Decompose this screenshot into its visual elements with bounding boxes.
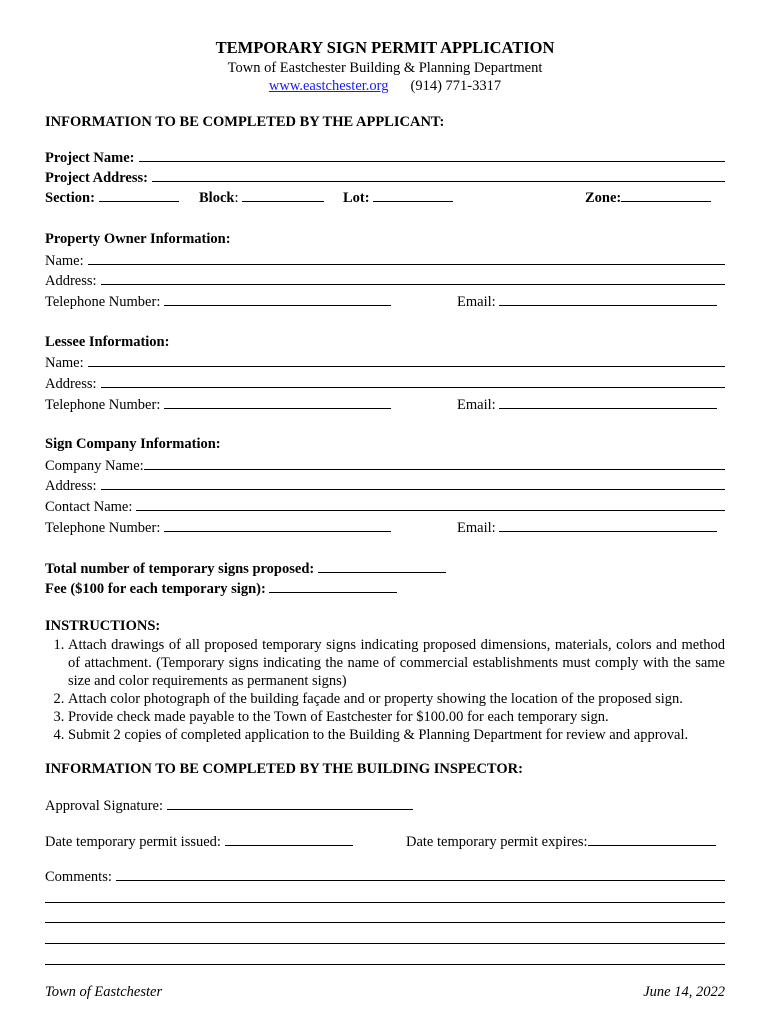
owner-email-group bbox=[457, 291, 717, 311]
company-telephone-label: Telephone Number: bbox=[45, 520, 161, 536]
signs-proposed-group bbox=[45, 558, 446, 578]
form-title: TEMPORARY SIGN PERMIT APPLICATION bbox=[215, 38, 555, 57]
comments-row bbox=[45, 866, 725, 886]
instructions-list-container bbox=[45, 636, 725, 744]
signs-proposed-field[interactable] bbox=[318, 558, 446, 573]
inspector-section-heading: INFORMATION TO BE COMPLETED BY THE BUILDING INSPECTOR: bbox=[45, 761, 523, 777]
company-email-group bbox=[457, 517, 717, 537]
lessee-telephone-label: Telephone Number: bbox=[45, 397, 161, 413]
company-email-label: Email: bbox=[457, 520, 496, 536]
date-expires-label: Date temporary permit expires: bbox=[406, 834, 588, 850]
lessee-address-row bbox=[45, 373, 725, 393]
company-name-label: Company Name: bbox=[45, 458, 144, 474]
date-expires-field[interactable] bbox=[588, 831, 716, 846]
website-link[interactable]: www.eastchester.org bbox=[268, 78, 389, 94]
project-name-label: Project Name: bbox=[45, 150, 135, 166]
lessee-heading: Lessee Information: bbox=[45, 334, 170, 350]
owner-address-field[interactable] bbox=[101, 270, 725, 285]
block-colon: : bbox=[234, 190, 239, 206]
comments-field[interactable] bbox=[116, 866, 725, 881]
zone-group bbox=[585, 187, 711, 207]
instruction-item: 2. Attach color photograph of the building façade and or property showing the location of the proposed sign. bbox=[68, 690, 725, 708]
lessee-email-group bbox=[457, 394, 717, 414]
lessee-email-label: Email: bbox=[457, 397, 496, 413]
company-name-row bbox=[45, 455, 725, 475]
comments-line[interactable] bbox=[45, 964, 725, 965]
lessee-name-label: Name: bbox=[45, 355, 84, 371]
owner-name-label: Name: bbox=[45, 253, 84, 269]
footer-date: June 14, 2022 bbox=[643, 984, 725, 1000]
lot-group bbox=[343, 187, 453, 207]
comments-line[interactable] bbox=[45, 943, 725, 944]
footer-town: Town of Eastchester bbox=[45, 984, 163, 1000]
contact-name-field[interactable] bbox=[136, 496, 725, 511]
lessee-name-field[interactable] bbox=[88, 352, 725, 367]
owner-heading: Property Owner Information: bbox=[45, 231, 231, 247]
approval-signature-group bbox=[45, 795, 413, 815]
instruction-item: 1. Attach drawings of all proposed temporary signs indicating proposed dimensions, materials, colors and method of attachment. (Temporary signs indicating the name of commercial establishments must comply with the same size and color requirements as permanent signs) bbox=[68, 636, 725, 690]
signs-proposed-label: Total number of temporary signs proposed: bbox=[45, 561, 315, 577]
company-name-field[interactable] bbox=[144, 455, 725, 470]
owner-address-row bbox=[45, 270, 725, 290]
contact-name-label: Contact Name: bbox=[45, 499, 133, 515]
section-label: Section: bbox=[45, 190, 95, 206]
owner-address-label: Address: bbox=[45, 273, 97, 289]
date-issued-label: Date temporary permit issued: bbox=[45, 834, 221, 850]
lessee-telephone-field[interactable] bbox=[164, 394, 391, 409]
owner-name-row bbox=[45, 250, 725, 270]
lessee-email-field[interactable] bbox=[499, 394, 717, 409]
project-address-label: Project Address: bbox=[45, 170, 148, 186]
lessee-name-row bbox=[45, 352, 725, 372]
instruction-item: 4. Submit 2 copies of completed application to the Building & Planning Department for review and approval. bbox=[68, 726, 725, 744]
lessee-telephone-group bbox=[45, 394, 391, 414]
company-address-field[interactable] bbox=[101, 475, 725, 490]
comments-line[interactable] bbox=[45, 922, 725, 923]
company-email-field[interactable] bbox=[499, 517, 717, 532]
company-telephone-group bbox=[45, 517, 391, 537]
date-issued-field[interactable] bbox=[225, 831, 353, 846]
instructions-heading: INSTRUCTIONS: bbox=[45, 618, 161, 634]
project-name-field[interactable] bbox=[139, 147, 726, 162]
lot-label: Lot: bbox=[343, 190, 370, 206]
comments-label: Comments: bbox=[45, 869, 112, 885]
owner-telephone-group bbox=[45, 291, 391, 311]
owner-email-field[interactable] bbox=[499, 291, 717, 306]
section-group bbox=[45, 187, 179, 207]
block-field[interactable] bbox=[242, 187, 324, 202]
department-name: Town of Eastchester Building & Planning Department bbox=[227, 60, 543, 76]
fee-field[interactable] bbox=[269, 578, 397, 593]
contact-name-row bbox=[45, 496, 725, 516]
applicant-section-heading: INFORMATION TO BE COMPLETED BY THE APPLICANT: bbox=[45, 114, 445, 130]
block-label: Block bbox=[199, 190, 235, 206]
lessee-address-label: Address: bbox=[45, 376, 97, 392]
company-address-row bbox=[45, 475, 725, 495]
lot-field[interactable] bbox=[373, 187, 453, 202]
instruction-item: 3. Provide check made payable to the Town of Eastchester for $100.00 for each temporary sign. bbox=[68, 708, 725, 726]
zone-field[interactable] bbox=[621, 187, 711, 202]
approval-signature-label: Approval Signature: bbox=[45, 798, 163, 814]
contact-line bbox=[0, 78, 770, 95]
instructions-list bbox=[45, 636, 725, 744]
owner-email-label: Email: bbox=[457, 294, 496, 310]
fee-label: Fee ($100 for each temporary sign): bbox=[45, 581, 266, 597]
approval-signature-field[interactable] bbox=[167, 795, 413, 810]
date-expires-group bbox=[406, 831, 716, 851]
owner-telephone-field[interactable] bbox=[164, 291, 391, 306]
date-issued-group bbox=[45, 831, 353, 851]
block-group bbox=[199, 187, 324, 207]
owner-telephone-label: Telephone Number: bbox=[45, 294, 161, 310]
zone-label: Zone: bbox=[585, 190, 622, 206]
fee-group bbox=[45, 578, 397, 598]
lessee-address-field[interactable] bbox=[101, 373, 725, 388]
sign-company-heading: Sign Company Information: bbox=[45, 436, 221, 452]
project-address-row bbox=[45, 167, 725, 187]
comments-line[interactable] bbox=[45, 902, 725, 903]
company-address-label: Address: bbox=[45, 478, 97, 494]
phone-number: (914) 771-3317 bbox=[410, 78, 502, 94]
owner-name-field[interactable] bbox=[88, 250, 725, 265]
section-field[interactable] bbox=[99, 187, 179, 202]
company-telephone-field[interactable] bbox=[164, 517, 391, 532]
project-name-row bbox=[45, 147, 725, 167]
project-address-field[interactable] bbox=[152, 167, 725, 182]
